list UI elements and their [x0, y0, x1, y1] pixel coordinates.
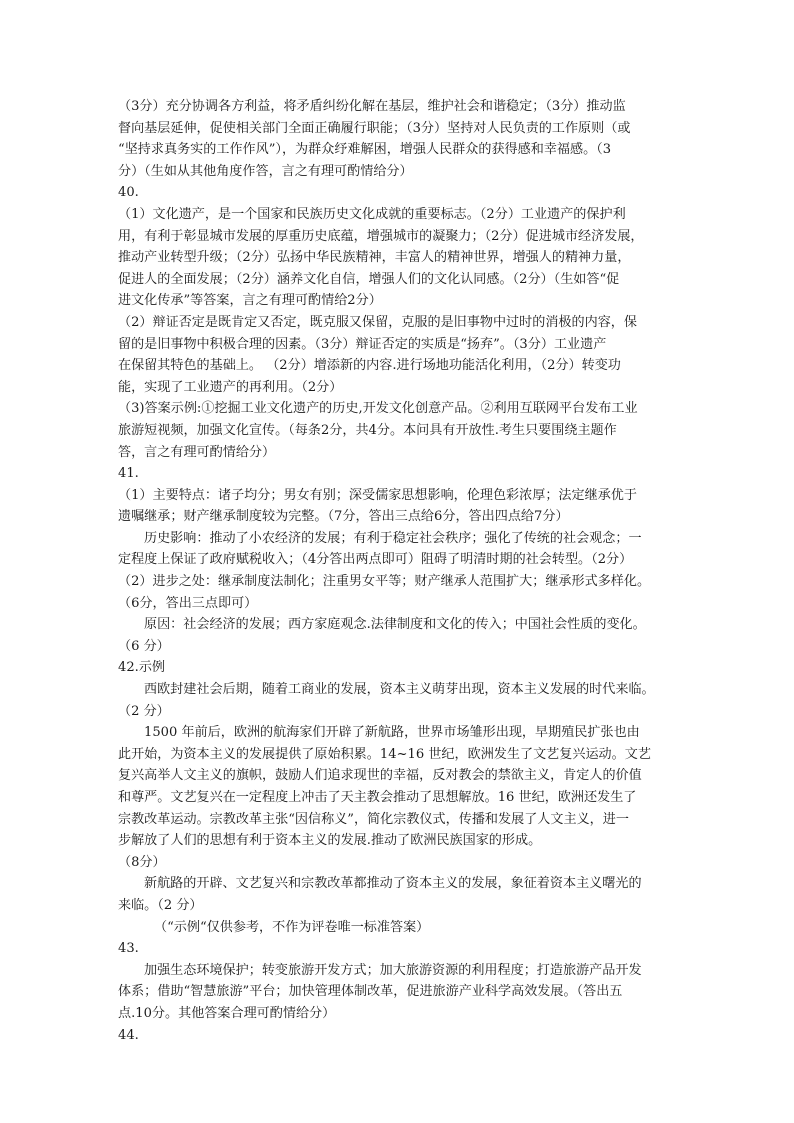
- text-line: 用，有利于彰显城市发展的厚重历史底蕴，增强城市的凝聚力；（2分）促进城市经济发展，: [118, 228, 644, 244]
- text-line: 43.: [118, 941, 139, 957]
- text-line: 44.: [118, 1027, 139, 1043]
- answer-document: [118, 96, 678, 1046]
- text-line: 体系；借助“智慧旅游”平台；加快管理体制改革，促进旅游产业科学高效发展。（答出五: [118, 984, 623, 1000]
- text-line: 督向基层延伸，促使相关部门全面正确履行职能；（3分）坚持对人民负责的工作原则（或: [118, 120, 631, 136]
- text-line: 原因：社会经济的发展；西方家庭观念.法律制度和文化的传入；中国社会性质的变化。: [144, 617, 646, 633]
- text-line: 40.: [118, 185, 139, 201]
- text-line: （3分）充分协调各方利益，将矛盾纠纷化解在基层，维护社会和谐稳定；（3分）推动监: [118, 99, 626, 114]
- text-line: 和尊严。文艺复兴在一定程度上冲击了天主教会推动了思想解放。16 世纪，欧洲还发生了: [118, 790, 637, 805]
- text-line: 历史影响：推动了小农经济的发展；有利于稳定社会秩序；强化了传统的社会观念；一: [144, 530, 642, 546]
- text-line: 宗教改革运动。宗教改革主张“因信称义”，简化宗教仪式，传播和发展了人文主义，进一: [118, 811, 629, 827]
- text-line: 在保留其特色的基础上。 （2分）增添新的内容.进行场地功能活化利用，（2分）转变功: [118, 358, 621, 374]
- text-line: （“示例“仅供参考，不作为评卷唯一标准答案）: [154, 919, 430, 935]
- text-line: 答，言之有理可酌情给分）: [118, 444, 276, 460]
- text-line: 定程度上保证了政府赋税收入；（4分答出两点即可）阻碍了明清时期的社会转型。（2分）: [118, 552, 633, 568]
- text-line: （2）进步之处：继承制度法制化；注重男女平等；财产继承人范围扩大；继承形式多样化。: [118, 574, 651, 590]
- text-line: 42.示例: [118, 660, 166, 676]
- text-line: 遗嘱继承；财产继承制度较为完整。（7分，答出三点给6分，答出四点给7分）: [118, 509, 569, 525]
- text-line: 加强生态环境保护；转变旅游开发方式；加大旅游资源的利用程度；打造旅游产品开发: [144, 962, 642, 978]
- text-line: 进文化传承”等答案，言之有理可酌情给2分）: [118, 293, 382, 309]
- text-line: 此开始，为资本主义的发展提供了原始积累。14~16 世纪，欧洲发生了文艺复兴运动。文艺: [118, 746, 651, 762]
- text-line: 点.10分。其他答案合理可酌情给分）: [118, 1005, 336, 1021]
- text-line: 新航路的开辟、文艺复兴和宗教改革都推动了资本主义的发展，象征着资本主义曙光的: [144, 876, 642, 892]
- text-line: 旅游短视频，加强文化宣传。（每条2分，共4分。本问具有开放性.考生只要围绕主题作: [118, 422, 617, 438]
- text-line: 西欧封建社会后期，随着工商业的发展，资本主义萌芽出现，资本主义发展的时代来临。: [144, 682, 655, 698]
- text-line: 分）（生如从其他角度作答，言之有理可酌情给分）: [118, 163, 413, 179]
- text-line: 促进人的全面发展；（2分）涵养文化自信，增强人们的文化认同感。（2分）（生如答“促: [118, 271, 620, 287]
- text-line: 能，实现了工业遗产的再利用。（2分）: [118, 379, 343, 395]
- text-line: （6分，答出三点即可）: [118, 595, 258, 611]
- text-line: （8分）: [118, 854, 166, 870]
- text-line: （1）文化遗产，是一个国家和民族历史文化成就的重要标志。（2分）工业遗产的保护利: [118, 206, 626, 222]
- text-line: （2 分）: [118, 703, 170, 719]
- text-line: 步解放了人们的思想有利于资本主义的发展.推动了欧洲民族国家的形成。: [118, 833, 542, 849]
- text-line: 留的是旧事物中积极合理的因素。（3分）辩证否定的实质是“扬弃”。（3分）工业遗产: [118, 336, 607, 352]
- text-line: （3)答案示例:①挖掘工业文化遗产的历史,开发文化创意产品。②利用互联网平台发布工业: [118, 401, 638, 417]
- text-line: 复兴高举人文主义的旗帜，鼓励人们追求现世的幸福，反对教会的禁欲主义，肯定人的价值: [118, 768, 642, 784]
- text-line: 推动产业转型升级；（2分）弘扬中华民族精神，丰富人的精神世界，增强人的精神力量，: [118, 250, 631, 266]
- text-line: “坚持求真务实的工作作风”），为群众纾难解困，增强人民群众的获得感和幸福感。（3: [118, 142, 612, 158]
- text-line: （1）主要特点：诸子均分；男女有别；深受儒家思想影响，伦理色彩浓厚；法定继承优于: [118, 487, 637, 503]
- text-line: 41.: [118, 466, 139, 482]
- text-line: （6 分）: [118, 638, 170, 654]
- text-line: 1500 年前后，欧洲的航海家们开辟了新航路，世界市场雏形出现，早期殖民扩张也由: [144, 725, 640, 741]
- text-line: 来临。（2 分）: [118, 897, 203, 913]
- text-line: （2）辩证否定是既肯定又否定，既克服又保留，克服的是旧事物中过时的消极的内容，保: [118, 314, 637, 330]
